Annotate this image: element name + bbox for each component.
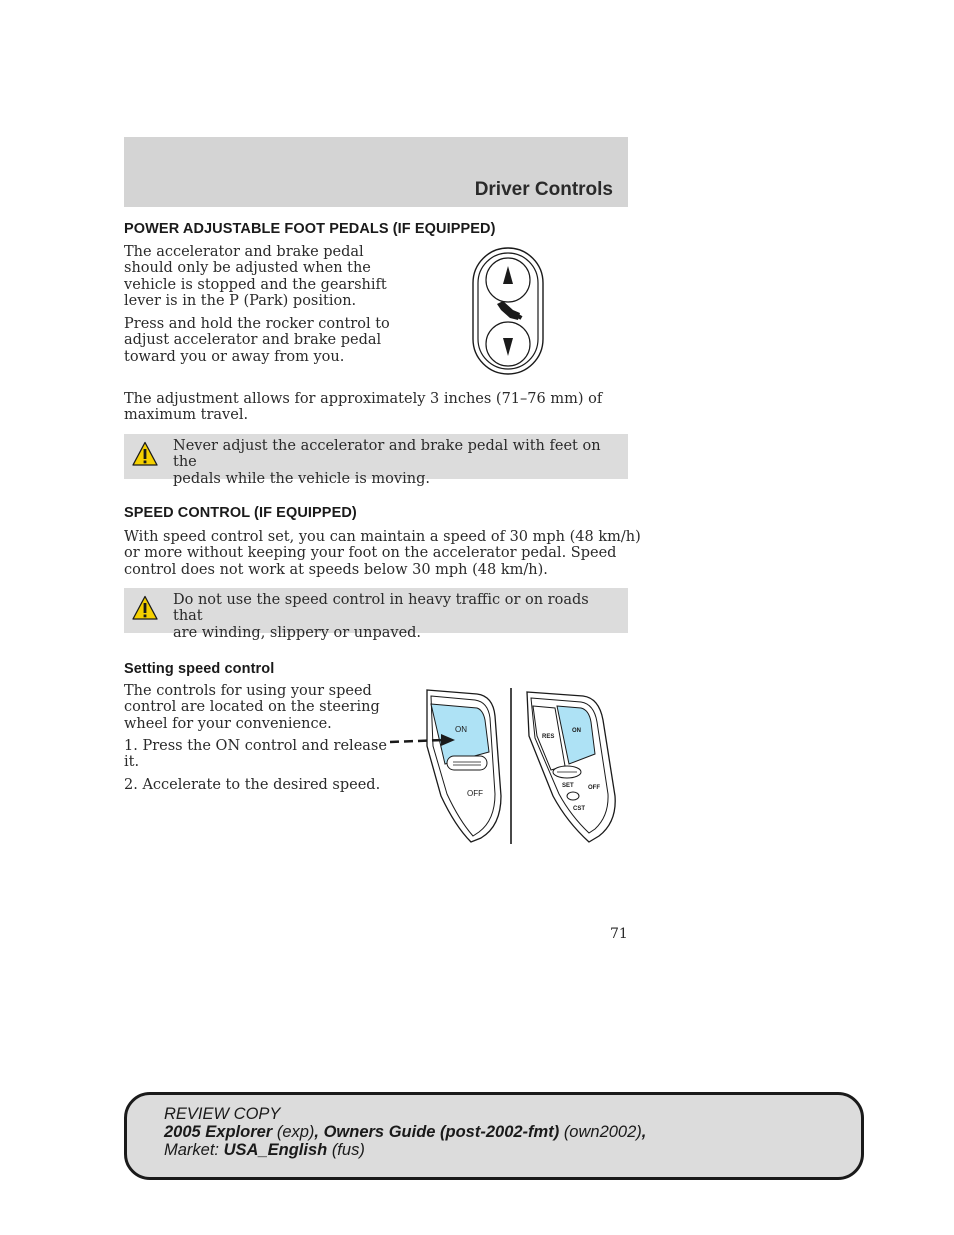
steering-wheel-switch-panel-right (527, 692, 615, 842)
model-code: (exp) (276, 1123, 315, 1141)
text-line: control does not work at speeds below 30 mph (48 km/h). (124, 561, 548, 578)
text-line: toward you or away from you. (124, 348, 345, 365)
text-line: With speed control set, you can maintain a speed of 30 mph (48 km/h) (124, 529, 641, 545)
step-2: 2. Accelerate to the desired speed. (124, 777, 381, 793)
steering-wheel-switch-panel-left (427, 690, 501, 842)
warning-triangle-icon (132, 595, 158, 621)
market-name: USA_English (223, 1141, 328, 1159)
text-line: vehicle is stopped and the gearshift (124, 276, 387, 293)
set-label: SET (562, 783, 574, 789)
section-title: Driver Controls (474, 179, 613, 200)
warning-text (173, 438, 613, 487)
heading-power-pedals: POWER ADJUSTABLE FOOT PEDALS (IF EQUIPPED) (124, 221, 496, 237)
on-label: ON (455, 725, 467, 734)
on-label: ON (572, 728, 581, 734)
page-number: 71 (610, 926, 628, 942)
paragraph-speed-control (124, 529, 641, 578)
paragraph-controls-location (124, 683, 380, 732)
text-line: lever is in the P (Park) position. (124, 292, 357, 309)
off-label: OFF (588, 785, 600, 791)
text-line: it. (124, 754, 140, 771)
off-label: OFF (467, 789, 483, 798)
market-code: (fus) (331, 1141, 365, 1159)
text-line: maximum travel. (124, 407, 249, 424)
speed-control-switches-illustration (385, 686, 625, 846)
text-line: 1. Press the ON control and release (124, 738, 387, 754)
text-line: pedals while the vehicle is moving. (173, 470, 430, 487)
warning-text (173, 592, 613, 641)
heading-speed-control: SPEED CONTROL (IF EQUIPPED) (124, 505, 357, 521)
paragraph-rocker-control (124, 316, 390, 365)
pedal-rocker-switch-illustration (470, 246, 546, 376)
paragraph-adjustment-travel (124, 391, 602, 424)
header-bar (124, 137, 628, 207)
review-copy-label: REVIEW COPY (164, 1105, 281, 1123)
warning-box-speed (124, 588, 628, 641)
text-line: or more without keeping your foot on the accelerator pedal. Speed (124, 545, 617, 562)
warning-box-pedals (124, 434, 628, 487)
footer-comma: , (641, 1123, 647, 1141)
text-line: The adjustment allows for approximately 3 inches (71–76 mm) of (124, 391, 603, 407)
paragraph-pedal-adjust-warning (124, 244, 387, 309)
text-line: wheel for your convenience. (124, 715, 332, 732)
guide-name: , Owners Guide (post-2002-fmt) (314, 1123, 560, 1141)
footer-text (164, 1105, 646, 1159)
text-line: Never adjust the accelerator and brake pedal with feet on the (173, 438, 601, 471)
warning-triangle-icon (132, 441, 158, 467)
review-copy-footer (124, 1092, 864, 1180)
model-name: 2005 Explorer (164, 1123, 273, 1141)
res-label: RES (542, 734, 555, 740)
text-line: Do not use the speed control in heavy traffic or on roads that (173, 592, 589, 625)
text-line: The controls for using your speed (124, 683, 372, 699)
guide-code: (own2002) (563, 1123, 642, 1141)
text-line: should only be adjusted when the (124, 260, 371, 277)
text-line: The accelerator and brake pedal (124, 244, 364, 260)
heading-setting-speed-control: Setting speed control (124, 661, 275, 677)
text-line: control are located on the steering (124, 699, 380, 716)
step-1 (124, 738, 387, 771)
cst-label: CST (573, 806, 585, 812)
market-label: Market: (164, 1141, 220, 1159)
text-line: adjust accelerator and brake pedal (124, 332, 382, 349)
text-line: are winding, slippery or unpaved. (173, 624, 422, 641)
text-line: Press and hold the rocker control to (124, 316, 390, 332)
